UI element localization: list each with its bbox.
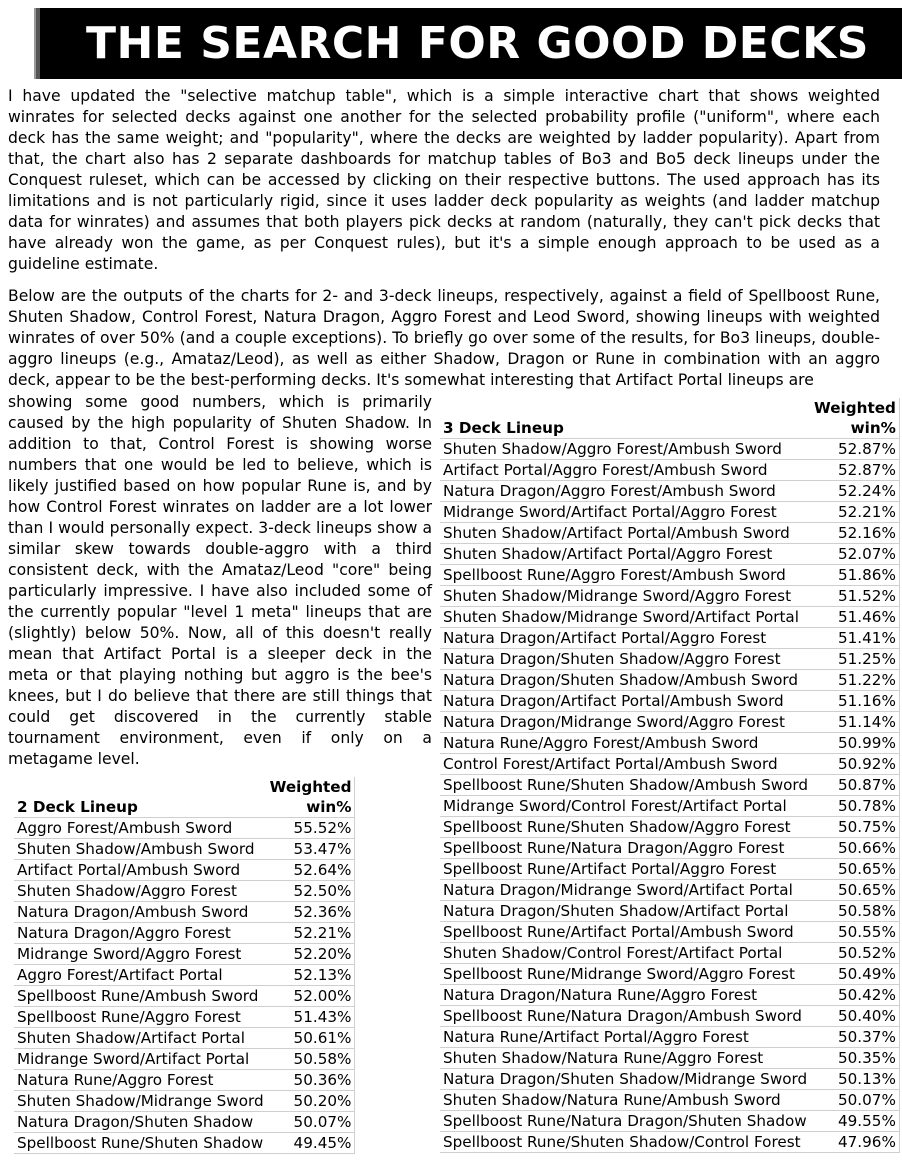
weighted-winrate: 52.21% bbox=[837, 503, 896, 521]
lineup-name: Shuten Shadow/Midrange Sword/Aggro Forest bbox=[443, 587, 792, 605]
lineup-name: Spellboost Rune/Shuten Shadow/Ambush Sword bbox=[443, 776, 809, 794]
table-row bbox=[14, 1007, 355, 1028]
table-row bbox=[440, 1132, 899, 1153]
lineup-name: Midrange Sword/Artifact Portal bbox=[17, 1050, 250, 1068]
weighted-winrate: 50.75% bbox=[837, 818, 896, 836]
weighted-winrate: 49.45% bbox=[293, 1134, 352, 1152]
weighted-winrate: 55.52% bbox=[293, 819, 352, 837]
table3-header-weighted: Weighted bbox=[811, 398, 899, 418]
lineup-name: Natura Dragon/Aggro Forest/Ambush Sword bbox=[443, 482, 776, 500]
weighted-winrate: 50.66% bbox=[837, 839, 896, 857]
table-row bbox=[14, 1070, 355, 1091]
table-row bbox=[14, 1028, 355, 1049]
table-row bbox=[440, 754, 899, 775]
lineup-name: Spellboost Rune/Shuten Shadow bbox=[17, 1134, 264, 1152]
lineup-name: Midrange Sword/Aggro Forest bbox=[17, 945, 242, 963]
table-row bbox=[14, 881, 355, 902]
lineup-name: Shuten Shadow/Natura Rune/Ambush Sword bbox=[443, 1091, 781, 1109]
weighted-winrate: 50.40% bbox=[837, 1007, 896, 1025]
page-title: THE SEARCH FOR GOOD DECKS bbox=[86, 18, 869, 69]
lineup-name: Spellboost Rune/Midrange Sword/Aggro Forest bbox=[443, 965, 795, 983]
table-row bbox=[440, 523, 899, 544]
weighted-winrate: 52.16% bbox=[837, 524, 896, 542]
lineup-name: Spellboost Rune/Natura Dragon/Ambush Sword bbox=[443, 1007, 802, 1025]
table-row bbox=[440, 796, 899, 817]
weighted-winrate: 52.00% bbox=[293, 987, 352, 1005]
lineup-name: Shuten Shadow/Midrange Sword bbox=[17, 1092, 264, 1110]
table-row bbox=[440, 439, 899, 460]
table2-header-win: win% bbox=[267, 797, 355, 818]
table2-header-weighted: Weighted bbox=[267, 777, 355, 797]
table-row bbox=[440, 985, 899, 1006]
table-row bbox=[440, 775, 899, 796]
lineup-name: Spellboost Rune/Artifact Portal/Ambush Sword bbox=[443, 923, 794, 941]
weighted-winrate: 50.42% bbox=[837, 986, 896, 1004]
weighted-winrate: 52.13% bbox=[293, 966, 352, 984]
weighted-winrate: 50.78% bbox=[837, 797, 896, 815]
table2-header-lineup: 2 Deck Lineup bbox=[14, 797, 267, 818]
weighted-winrate: 52.87% bbox=[837, 461, 896, 479]
table-row bbox=[440, 691, 899, 712]
table-row bbox=[14, 1112, 355, 1133]
table-row bbox=[440, 628, 899, 649]
weighted-winrate: 50.87% bbox=[837, 776, 896, 794]
table-row bbox=[14, 902, 355, 923]
lineup-name: Natura Dragon/Artifact Portal/Ambush Sword bbox=[443, 692, 784, 710]
weighted-winrate: 50.49% bbox=[837, 965, 896, 983]
lineup-name: Shuten Shadow/Artifact Portal/Aggro Forest bbox=[443, 545, 773, 563]
lineup-name: Aggro Forest/Ambush Sword bbox=[17, 819, 233, 837]
lineup-name: Natura Dragon/Natura Rune/Aggro Forest bbox=[443, 986, 758, 1004]
lineup-name: Artifact Portal/Ambush Sword bbox=[17, 861, 241, 879]
lineup-name: Spellboost Rune/Natura Dragon/Aggro Forest bbox=[443, 839, 785, 857]
three-deck-lineup-table bbox=[440, 398, 900, 1153]
table-row bbox=[440, 859, 899, 880]
table3-body bbox=[440, 439, 899, 1153]
table-row bbox=[440, 943, 899, 964]
weighted-winrate: 51.41% bbox=[837, 629, 896, 647]
table-row bbox=[14, 818, 355, 839]
lineup-name: Natura Dragon/Shuten Shadow/Artifact Portal bbox=[443, 902, 789, 920]
table-row bbox=[14, 860, 355, 881]
weighted-winrate: 52.20% bbox=[293, 945, 352, 963]
weighted-winrate: 52.21% bbox=[293, 924, 352, 942]
weighted-winrate: 51.52% bbox=[837, 587, 896, 605]
table-row bbox=[440, 1090, 899, 1111]
results-paragraph: Below are the outputs of the charts for 2- and 3-deck lineups, respectively, against a field of Spellboost Rune, Shuten Shadow, Control Forest, Natura Dragon, Aggro Forest and Leod Sword, showing lineups with weighted winrates of over 50% (and a couple exceptions). To briefly go over some of the results, for Bo3 lineups, double-aggro lineups (e.g., Amataz/Leod), as well as either Shadow, Dragon or Rune in combination with an aggro deck, appear to be the best-performing decks. It's somewhat interesting that Artifact Portal lineups are bbox=[8, 287, 880, 389]
lineup-name: Shuten Shadow/Midrange Sword/Artifact Portal bbox=[443, 608, 799, 626]
weighted-winrate: 50.36% bbox=[293, 1071, 352, 1089]
weighted-winrate: 50.55% bbox=[837, 923, 896, 941]
lineup-name: Shuten Shadow/Control Forest/Artifact Portal bbox=[443, 944, 783, 962]
table-row bbox=[14, 1133, 355, 1154]
lineup-name: Natura Dragon/Ambush Sword bbox=[17, 903, 249, 921]
table3-header-lineup: 3 Deck Lineup bbox=[440, 418, 811, 439]
weighted-winrate: 50.20% bbox=[293, 1092, 352, 1110]
table-row bbox=[440, 1069, 899, 1090]
weighted-winrate: 53.47% bbox=[293, 840, 352, 858]
weighted-winrate: 50.13% bbox=[837, 1070, 896, 1088]
table-row bbox=[440, 544, 899, 565]
weighted-winrate: 50.37% bbox=[837, 1028, 896, 1046]
table-row bbox=[14, 944, 355, 965]
weighted-winrate: 50.58% bbox=[293, 1050, 352, 1068]
lineup-name: Spellboost Rune/Shuten Shadow/Aggro Forest bbox=[443, 818, 791, 836]
lineup-name: Natura Rune/Artifact Portal/Aggro Forest bbox=[443, 1028, 749, 1046]
lineup-name: Spellboost Rune/Ambush Sword bbox=[17, 987, 259, 1005]
weighted-winrate: 50.58% bbox=[837, 902, 896, 920]
table-row bbox=[440, 964, 899, 985]
lineup-name: Shuten Shadow/Ambush Sword bbox=[17, 840, 255, 858]
weighted-winrate: 52.24% bbox=[837, 482, 896, 500]
table-row bbox=[14, 965, 355, 986]
lineup-name: Natura Dragon/Midrange Sword/Aggro Forest bbox=[443, 713, 785, 731]
lineup-name: Natura Rune/Aggro Forest bbox=[17, 1071, 214, 1089]
lineup-name: Natura Dragon/Midrange Sword/Artifact Portal bbox=[443, 881, 793, 899]
table-row bbox=[440, 565, 899, 586]
table-row bbox=[14, 839, 355, 860]
table-row bbox=[440, 670, 899, 691]
lineup-name: Spellboost Rune/Aggro Forest bbox=[17, 1008, 241, 1026]
table-row bbox=[14, 1091, 355, 1112]
weighted-winrate: 50.65% bbox=[837, 881, 896, 899]
table-row bbox=[440, 1006, 899, 1027]
weighted-winrate: 51.46% bbox=[837, 608, 896, 626]
lineup-name: Shuten Shadow/Aggro Forest/Ambush Sword bbox=[443, 440, 782, 458]
table-row bbox=[440, 1027, 899, 1048]
lineup-name: Control Forest/Artifact Portal/Ambush Sword bbox=[443, 755, 778, 773]
weighted-winrate: 50.07% bbox=[837, 1091, 896, 1109]
lineup-name: Shuten Shadow/Artifact Portal/Ambush Sword bbox=[443, 524, 790, 542]
table-row bbox=[440, 607, 899, 628]
lineup-name: Spellboost Rune/Natura Dragon/Shuten Shadow bbox=[443, 1112, 807, 1130]
table-row bbox=[440, 817, 899, 838]
table-row bbox=[14, 923, 355, 944]
lineup-name: Shuten Shadow/Artifact Portal bbox=[17, 1029, 245, 1047]
lineup-name: Shuten Shadow/Natura Rune/Aggro Forest bbox=[443, 1049, 764, 1067]
weighted-winrate: 52.64% bbox=[293, 861, 352, 879]
table-row bbox=[14, 986, 355, 1007]
lineup-name: Midrange Sword/Artifact Portal/Aggro Forest bbox=[443, 503, 777, 521]
weighted-winrate: 47.96% bbox=[837, 1133, 896, 1151]
lineup-name: Natura Dragon/Shuten Shadow/Aggro Forest bbox=[443, 650, 781, 668]
lineup-name: Midrange Sword/Control Forest/Artifact Portal bbox=[443, 797, 787, 815]
two-deck-lineup-table bbox=[14, 777, 355, 1154]
weighted-winrate: 52.50% bbox=[293, 882, 352, 900]
table3-header-win: win% bbox=[811, 418, 899, 439]
table-row bbox=[440, 460, 899, 481]
table2-body bbox=[14, 818, 355, 1154]
weighted-winrate: 50.52% bbox=[837, 944, 896, 962]
table-row bbox=[440, 502, 899, 523]
table-row bbox=[440, 880, 899, 901]
weighted-winrate: 51.25% bbox=[837, 650, 896, 668]
table-row bbox=[440, 733, 899, 754]
weighted-winrate: 50.61% bbox=[293, 1029, 352, 1047]
lineup-name: Natura Dragon/Shuten Shadow/Midrange Sword bbox=[443, 1070, 808, 1088]
weighted-winrate: 49.55% bbox=[837, 1112, 896, 1130]
weighted-winrate: 51.16% bbox=[837, 692, 896, 710]
lineup-name: Aggro Forest/Artifact Portal bbox=[17, 966, 223, 984]
table-row bbox=[440, 481, 899, 502]
table-row bbox=[440, 586, 899, 607]
lineup-name: Artifact Portal/Aggro Forest/Ambush Sword bbox=[443, 461, 768, 479]
weighted-winrate: 52.87% bbox=[837, 440, 896, 458]
weighted-winrate: 50.65% bbox=[837, 860, 896, 878]
table-row bbox=[440, 649, 899, 670]
weighted-winrate: 51.86% bbox=[837, 566, 896, 584]
lineup-name: Natura Dragon/Aggro Forest bbox=[17, 924, 231, 942]
weighted-winrate: 52.36% bbox=[293, 903, 352, 921]
table-row bbox=[440, 838, 899, 859]
table-row bbox=[440, 712, 899, 733]
intro-paragraph: I have updated the "selective matchup table", which is a simple interactive chart that shows weighted winrates for selected decks against one another for the selected probability profile ("uniform", where each deck has the same weight; and "popularity", where the decks are weighted by ladder popularity). Apart from that, the chart also has 2 separate dashboards for matchup tables of Bo3 and Bo5 deck lineups under the Conquest ruleset, which can be accessed by clicking on their respective buttons. The used approach has its limitations and is not particularly rigid, since it uses ladder deck popularity as weights (and ladder matchup data for winrates) and assumes that both players pick decks at random (naturally, they can't pick decks that have already won the game, as per Conquest rules), but it's a simple enough approach to be used as a guideline estimate. bbox=[8, 87, 880, 273]
weighted-winrate: 52.07% bbox=[837, 545, 896, 563]
weighted-winrate: 51.14% bbox=[837, 713, 896, 731]
lineup-name: Spellboost Rune/Aggro Forest/Ambush Sword bbox=[443, 566, 786, 584]
table-row bbox=[440, 922, 899, 943]
weighted-winrate: 50.07% bbox=[293, 1113, 352, 1131]
lineup-name: Natura Dragon/Shuten Shadow/Ambush Sword bbox=[443, 671, 799, 689]
analysis-paragraph: showing some good numbers, which is primarily caused by the high popularity of Shuten Shadow. In addition to that, Control Forest is showing worse numbers that one would be led to believe, which is likely justified based on how popular Rune is, and by how Control Forest winrates on ladder are a lot lower than I would personally expect. 3-deck lineups show a similar skew towards double-aggro with a third consistent deck, with the Amataz/Leod "core" being particularly impressive. I have also included some of the currently popular "level 1 meta" lineups that are (slightly) below 50%. Now, all of this doesn't really mean that Artifact Portal is a sleeper deck in the meta or that playing nothing but aggro is the bee's knees, but I do believe that there are still things that could get discovered in the currently stable tournament environment, even if only on a metagame level. bbox=[8, 393, 432, 768]
weighted-winrate: 50.35% bbox=[837, 1049, 896, 1067]
table-row bbox=[440, 901, 899, 922]
weighted-winrate: 50.92% bbox=[837, 755, 896, 773]
lineup-name: Natura Rune/Aggro Forest/Ambush Sword bbox=[443, 734, 759, 752]
lineup-name: Natura Dragon/Shuten Shadow bbox=[17, 1113, 254, 1131]
lineup-name: Shuten Shadow/Aggro Forest bbox=[17, 882, 237, 900]
table-row bbox=[440, 1048, 899, 1069]
weighted-winrate: 51.43% bbox=[293, 1008, 352, 1026]
weighted-winrate: 50.99% bbox=[837, 734, 896, 752]
lineup-name: Spellboost Rune/Artifact Portal/Aggro Forest bbox=[443, 860, 777, 878]
table-row bbox=[14, 1049, 355, 1070]
weighted-winrate: 51.22% bbox=[837, 671, 896, 689]
lineup-name: Natura Dragon/Artifact Portal/Aggro Forest bbox=[443, 629, 767, 647]
table-row bbox=[440, 1111, 899, 1132]
lineup-name: Spellboost Rune/Shuten Shadow/Control Forest bbox=[443, 1133, 801, 1151]
